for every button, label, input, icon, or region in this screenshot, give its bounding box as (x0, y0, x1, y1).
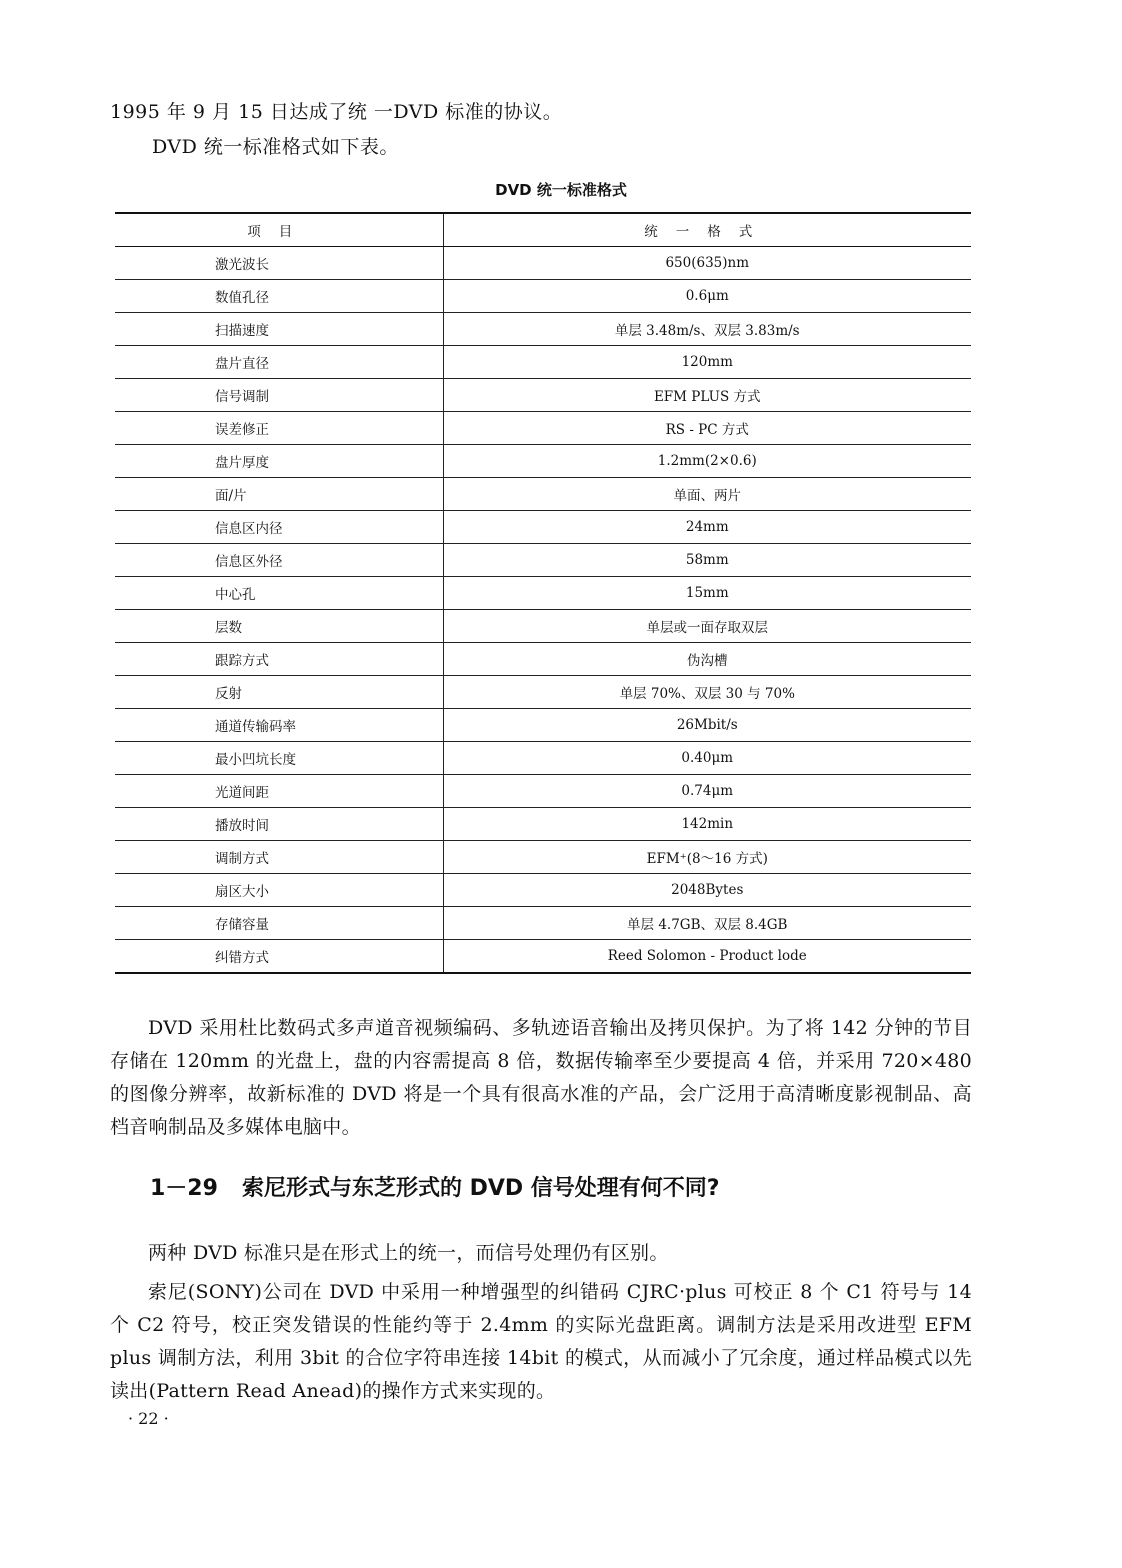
row-value: 单层 4.7GB、双层 8.4GB (443, 907, 971, 940)
table-row (115, 379, 971, 412)
intro-line-1: 1995 年 9 月 15 日达成了统 一DVD 标准的协议。 (110, 101, 563, 123)
row-item: 通道传输码率 (115, 709, 443, 742)
row-item: 信号调制 (115, 379, 443, 412)
row-item: 信息区内径 (115, 511, 443, 544)
row-item: 层数 (115, 610, 443, 643)
table-caption: DVD 统一标准格式 (495, 181, 627, 199)
row-value: 单层或一面存取双层 (443, 610, 971, 643)
table-header-row (115, 213, 971, 247)
table-row (115, 478, 971, 511)
row-value: 0.40μm (443, 742, 971, 775)
row-item: 调制方式 (115, 841, 443, 874)
table-row (115, 247, 971, 280)
row-value: 1.2mm(2×0.6) (443, 445, 971, 478)
row-item: 信息区外径 (115, 544, 443, 577)
row-value: EFM PLUS 方式 (443, 379, 971, 412)
row-value: 142min (443, 808, 971, 841)
table-row (115, 544, 971, 577)
row-item: 盘片厚度 (115, 445, 443, 478)
table-row (115, 313, 971, 346)
table-row (115, 610, 971, 643)
body-paragraph-3: 索尼(SONY)公司在 DVD 中采用一种增强型的纠错码 CJRC·plus 可校正 8 个 C1 符号与 14 个 C2 符号，校正突发错误的性能约等于 2.4mm 的实际光盘距离。调制方法是采用改进型 EFM plus 调制方法，利用 3bit 的合位字符串连接 14bit 的模式，从而减小了冗余度，通过样品模式以先读出(Pattern Read Anead)的操作方式来实现的。 (110, 1281, 972, 1402)
table-row (115, 841, 971, 874)
table-row (115, 940, 971, 974)
row-item: 激光波长 (115, 247, 443, 280)
table-row (115, 445, 971, 478)
row-item: 最小凹坑长度 (115, 742, 443, 775)
row-item: 反射 (115, 676, 443, 709)
row-item: 存储容量 (115, 907, 443, 940)
row-value: EFM⁺(8～16 方式) (443, 841, 971, 874)
row-item: 盘片直径 (115, 346, 443, 379)
body-paragraph-1: DVD 采用杜比数码式多声道音视频编码、多轨迹语音输出及拷贝保护。为了将 142 分钟的节目存储在 120mm 的光盘上，盘的内容需提高 8 倍，数据传输率至少要提高 4 倍，并采用 720×480 的图像分辨率，故新标准的 DVD 将是一个具有很高水准的产品，会广泛用于高清晰度影视制品、高档音响制品及多媒体电脑中。 (110, 1017, 972, 1138)
row-item: 纠错方式 (115, 940, 443, 974)
row-item: 扇区大小 (115, 874, 443, 907)
row-item: 播放时间 (115, 808, 443, 841)
row-item: 误差修正 (115, 412, 443, 445)
header-format: 统一格式 (443, 213, 971, 247)
section-heading (150, 1174, 720, 1204)
table-row (115, 412, 971, 445)
table-row (115, 280, 971, 313)
row-item: 扫描速度 (115, 313, 443, 346)
body-paragraph-2: 两种 DVD 标准只是在形式上的统一，而信号处理仍有区别。 (148, 1242, 669, 1264)
row-value: 2048Bytes (443, 874, 971, 907)
row-value: 单层 3.48m/s、双层 3.83m/s (443, 313, 971, 346)
row-item: 光道间距 (115, 775, 443, 808)
row-value: 单面、两片 (443, 478, 971, 511)
row-item: 面/片 (115, 478, 443, 511)
header-item: 项目 (115, 213, 443, 247)
table-row (115, 775, 971, 808)
page-number: · 22 · (128, 1409, 169, 1428)
row-value: 0.74μm (443, 775, 971, 808)
table-row (115, 577, 971, 610)
intro-line-2: DVD 统一标准格式如下表。 (152, 136, 399, 158)
row-value: 15mm (443, 577, 971, 610)
section-title: 索尼形式与东芝形式的 DVD 信号处理有何不同? (241, 1176, 720, 1201)
table-row (115, 346, 971, 379)
table-row (115, 643, 971, 676)
row-value: 伪沟槽 (443, 643, 971, 676)
table-row (115, 742, 971, 775)
section-number: 1－29 (150, 1176, 218, 1201)
dvd-spec-table (115, 212, 971, 974)
row-item: 中心孔 (115, 577, 443, 610)
row-value: 24mm (443, 511, 971, 544)
table-row (115, 676, 971, 709)
table-row (115, 709, 971, 742)
row-value: 单层 70%、双层 30 与 70% (443, 676, 971, 709)
row-value: Reed Solomon - Product lode (443, 940, 971, 974)
table-row (115, 511, 971, 544)
row-value: 120mm (443, 346, 971, 379)
row-value: 650(635)nm (443, 247, 971, 280)
row-item: 数值孔径 (115, 280, 443, 313)
row-value: 26Mbit/s (443, 709, 971, 742)
table-row (115, 907, 971, 940)
row-item: 跟踪方式 (115, 643, 443, 676)
row-value: 0.6μm (443, 280, 971, 313)
row-value: RS - PC 方式 (443, 412, 971, 445)
table-row (115, 808, 971, 841)
row-value: 58mm (443, 544, 971, 577)
table-row (115, 874, 971, 907)
